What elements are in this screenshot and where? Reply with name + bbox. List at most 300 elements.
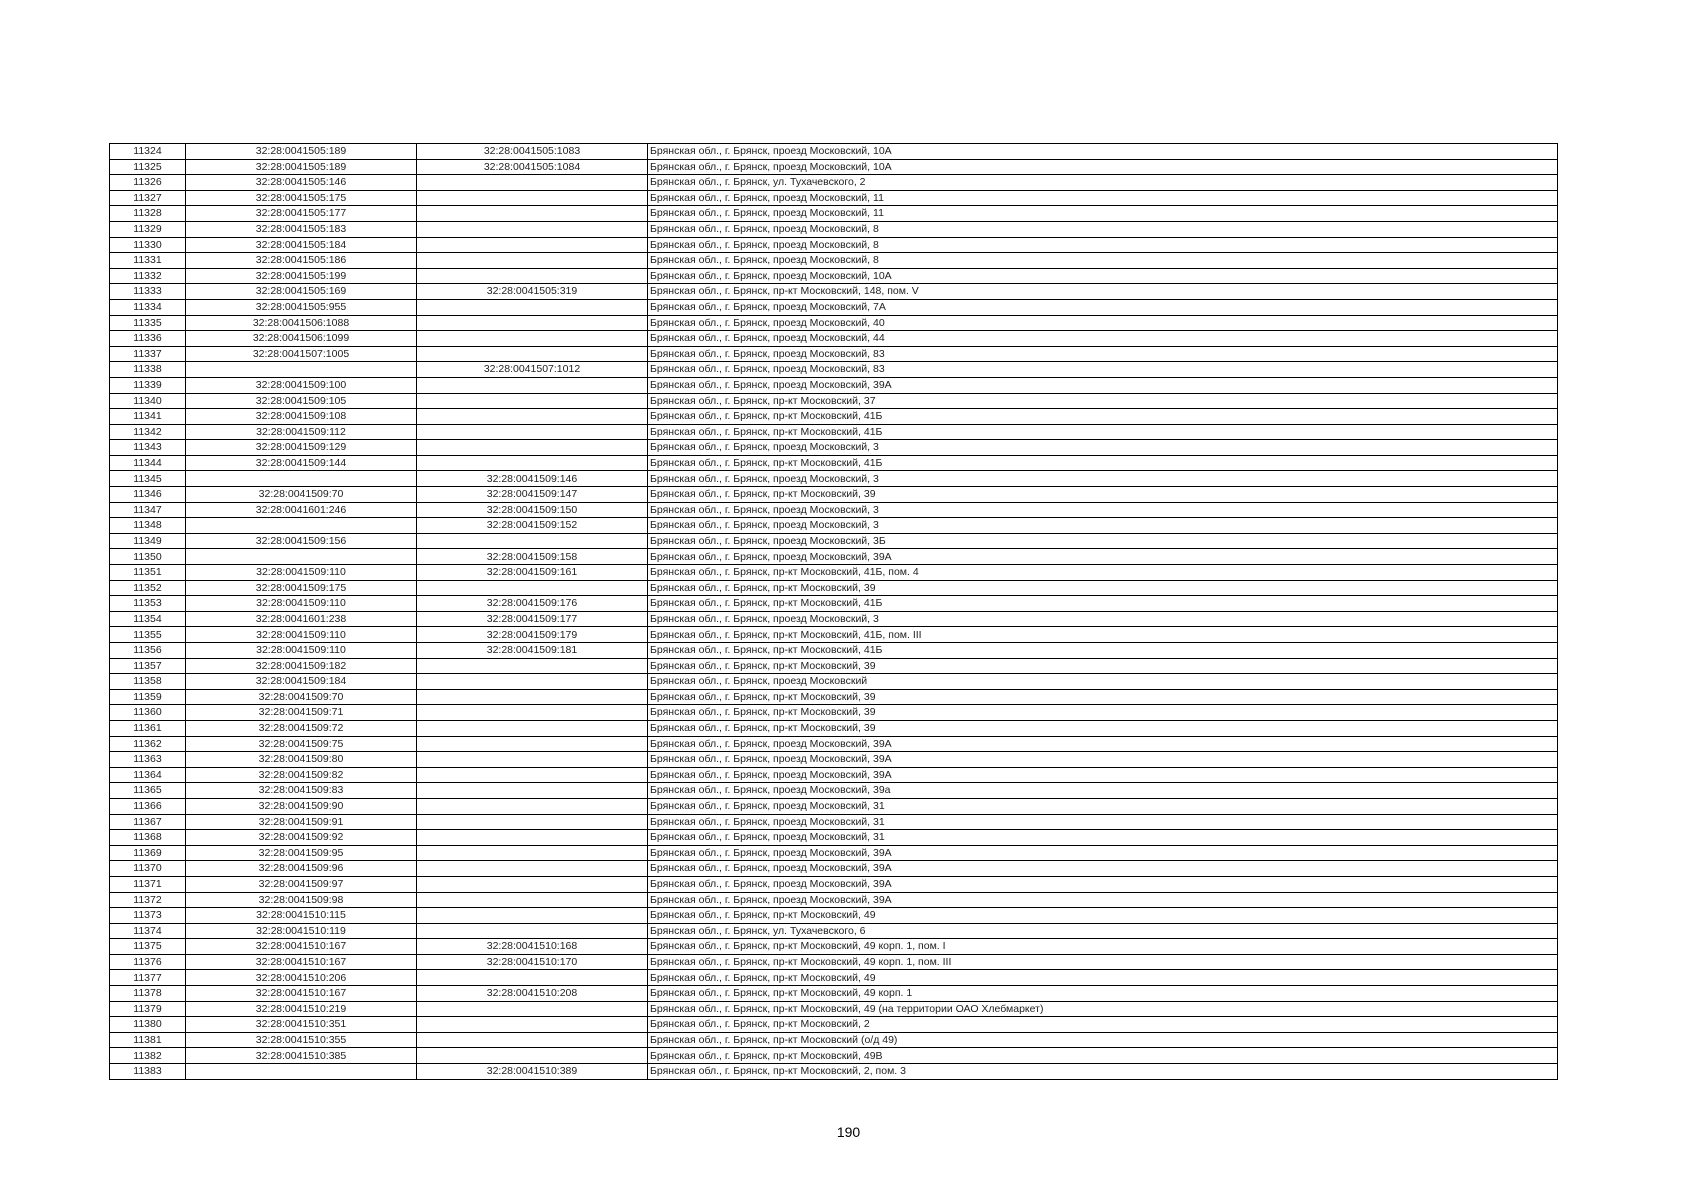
table-row [110,471,1558,487]
cadastral-number-cell: 32:28:0041509:71 [186,705,417,721]
address-cell: Брянская обл., г. Брянск, проезд Московский, 11 [648,206,1558,222]
table-row [110,720,1558,736]
table-row [110,159,1558,175]
row-number-cell: 11375 [110,939,186,955]
cadastral-number-cell [186,518,417,534]
related-cadastral-number-cell [417,175,648,191]
address-cell: Брянская обл., г. Брянск, пр-кт Московский, 39 [648,689,1558,705]
row-number-cell: 11343 [110,440,186,456]
cadastral-number-cell: 32:28:0041509:96 [186,861,417,877]
registry-table-body [110,144,1558,1080]
address-cell: Брянская обл., г. Брянск, проезд Московский, 40 [648,315,1558,331]
related-cadastral-number-cell [417,315,648,331]
row-number-cell: 11334 [110,299,186,315]
table-row [110,580,1558,596]
related-cadastral-number-cell [417,736,648,752]
table-row [110,986,1558,1002]
row-number-cell: 11351 [110,565,186,581]
row-number-cell: 11374 [110,923,186,939]
related-cadastral-number-cell: 32:28:0041509:150 [417,502,648,518]
related-cadastral-number-cell: 32:28:0041509:176 [417,596,648,612]
row-number-cell: 11349 [110,533,186,549]
address-cell: Брянская обл., г. Брянск, пр-кт Московский, 37 [648,393,1558,409]
row-number-cell: 11348 [110,518,186,534]
table-row [110,1048,1558,1064]
related-cadastral-number-cell [417,658,648,674]
address-cell: Брянская обл., г. Брянск, пр-кт Московский, 49 (на территории ОАО Хлебмаркет) [648,1001,1558,1017]
cadastral-number-cell: 32:28:0041509:184 [186,674,417,690]
address-cell: Брянская обл., г. Брянск, пр-кт Московский, 39 [648,580,1558,596]
address-cell: Брянская обл., г. Брянск, проезд Московский, 39А [648,377,1558,393]
row-number-cell: 11369 [110,845,186,861]
cadastral-number-cell: 32:28:0041510:351 [186,1017,417,1033]
related-cadastral-number-cell: 32:28:0041505:1083 [417,144,648,160]
row-number-cell: 11363 [110,752,186,768]
cadastral-number-cell: 32:28:0041509:110 [186,565,417,581]
cadastral-number-cell: 32:28:0041510:355 [186,1032,417,1048]
cadastral-number-cell: 32:28:0041509:92 [186,830,417,846]
row-number-cell: 11378 [110,986,186,1002]
cadastral-number-cell: 32:28:0041509:80 [186,752,417,768]
cadastral-number-cell: 32:28:0041510:167 [186,954,417,970]
cadastral-number-cell: 32:28:0041509:72 [186,720,417,736]
table-row [110,268,1558,284]
address-cell: Брянская обл., г. Брянск, проезд Московский, 39А [648,892,1558,908]
address-cell: Брянская обл., г. Брянск, пр-кт Московский, 49 корп. 1, пом. I [648,939,1558,955]
address-cell: Брянская обл., г. Брянск, проезд Московский, 83 [648,362,1558,378]
row-number-cell: 11359 [110,689,186,705]
row-number-cell: 11357 [110,658,186,674]
related-cadastral-number-cell: 32:28:0041509:177 [417,611,648,627]
address-cell: Брянская обл., г. Брянск, пр-кт Московский, 39 [648,487,1558,503]
table-row [110,705,1558,721]
address-cell: Брянская обл., г. Брянск, пр-кт Московский, 2 [648,1017,1558,1033]
address-cell: Брянская обл., г. Брянск, проезд Московский, 10А [648,159,1558,175]
address-cell: Брянская обл., г. Брянск, проезд Московский, 39А [648,845,1558,861]
row-number-cell: 11326 [110,175,186,191]
cadastral-number-cell: 32:28:0041505:955 [186,299,417,315]
row-number-cell: 11382 [110,1048,186,1064]
cadastral-number-cell: 32:28:0041509:75 [186,736,417,752]
related-cadastral-number-cell [417,830,648,846]
address-cell: Брянская обл., г. Брянск, пр-кт Московский, 49 [648,970,1558,986]
cadastral-number-cell [186,471,417,487]
row-number-cell: 11346 [110,487,186,503]
address-cell: Брянская обл., г. Брянск, проезд Московский, 31 [648,830,1558,846]
related-cadastral-number-cell [417,1032,648,1048]
address-cell: Брянская обл., г. Брянск, проезд Московский, 39а [648,783,1558,799]
table-row [110,253,1558,269]
table-row [110,533,1558,549]
address-cell: Брянская обл., г. Брянск, проезд Московский, 3Б [648,533,1558,549]
cadastral-number-cell: 32:28:0041510:167 [186,986,417,1002]
related-cadastral-number-cell [417,299,648,315]
address-cell: Брянская обл., г. Брянск, проезд Московский, 3 [648,611,1558,627]
address-cell: Брянская обл., г. Брянск, проезд Московский, 83 [648,346,1558,362]
related-cadastral-number-cell: 32:28:0041510:168 [417,939,648,955]
related-cadastral-number-cell: 32:28:0041509:181 [417,643,648,659]
address-cell: Брянская обл., г. Брянск, проезд Московский, 10А [648,144,1558,160]
address-cell: Брянская обл., г. Брянск, проезд Московский, 7А [648,299,1558,315]
address-cell: Брянская обл., г. Брянск, проезд Московский, 31 [648,814,1558,830]
address-cell: Брянская обл., г. Брянск, проезд Московский, 8 [648,237,1558,253]
table-row [110,440,1558,456]
table-row [110,393,1558,409]
related-cadastral-number-cell [417,752,648,768]
table-row [110,346,1558,362]
table-row [110,1001,1558,1017]
address-cell: Брянская обл., г. Брянск, пр-кт Московский, 39 [648,705,1558,721]
table-row [110,923,1558,939]
related-cadastral-number-cell [417,767,648,783]
address-cell: Брянская обл., г. Брянск, пр-кт Московский, 148, пом. V [648,284,1558,300]
row-number-cell: 11331 [110,253,186,269]
cadastral-number-cell: 32:28:0041505:146 [186,175,417,191]
cadastral-number-cell: 32:28:0041509:112 [186,424,417,440]
related-cadastral-number-cell: 32:28:0041510:170 [417,954,648,970]
row-number-cell: 11345 [110,471,186,487]
table-row [110,861,1558,877]
page-number: 190 [836,1124,861,1140]
related-cadastral-number-cell [417,814,648,830]
table-row [110,752,1558,768]
table-row [110,611,1558,627]
row-number-cell: 11368 [110,830,186,846]
related-cadastral-number-cell [417,970,648,986]
table-row [110,1064,1558,1080]
address-cell: Брянская обл., г. Брянск, проезд Московский, 39А [648,549,1558,565]
table-row [110,627,1558,643]
table-row [110,455,1558,471]
cadastral-number-cell: 32:28:0041505:199 [186,268,417,284]
related-cadastral-number-cell [417,876,648,892]
table-row [110,689,1558,705]
cadastral-number-cell: 32:28:0041509:108 [186,409,417,425]
table-row [110,1032,1558,1048]
cadastral-number-cell [186,549,417,565]
address-cell: Брянская обл., г. Брянск, пр-кт Московский, 41Б [648,596,1558,612]
cadastral-number-cell: 32:28:0041505:184 [186,237,417,253]
cadastral-number-cell: 32:28:0041509:110 [186,627,417,643]
related-cadastral-number-cell [417,393,648,409]
row-number-cell: 11330 [110,237,186,253]
row-number-cell: 11366 [110,798,186,814]
related-cadastral-number-cell [417,580,648,596]
row-number-cell: 11381 [110,1032,186,1048]
table-row [110,377,1558,393]
table-row [110,767,1558,783]
address-cell: Брянская обл., г. Брянск, пр-кт Московский, 41Б [648,643,1558,659]
row-number-cell: 11338 [110,362,186,378]
table-row [110,549,1558,565]
related-cadastral-number-cell: 32:28:0041510:208 [417,986,648,1002]
related-cadastral-number-cell [417,705,648,721]
cadastral-number-cell: 32:28:0041601:246 [186,502,417,518]
related-cadastral-number-cell: 32:28:0041507:1012 [417,362,648,378]
related-cadastral-number-cell [417,190,648,206]
cadastral-number-cell: 32:28:0041509:95 [186,845,417,861]
related-cadastral-number-cell: 32:28:0041509:146 [417,471,648,487]
table-row [110,1017,1558,1033]
address-cell: Брянская обл., г. Брянск, пр-кт Московский, 41Б, пом. III [648,627,1558,643]
address-cell: Брянская обл., г. Брянск, проезд Московский, 3 [648,502,1558,518]
address-cell: Брянская обл., г. Брянск, проезд Московский, 3 [648,518,1558,534]
address-cell: Брянская обл., г. Брянск, ул. Тухачевского, 6 [648,923,1558,939]
row-number-cell: 11333 [110,284,186,300]
related-cadastral-number-cell [417,908,648,924]
cadastral-number-cell: 32:28:0041505:169 [186,284,417,300]
related-cadastral-number-cell [417,798,648,814]
row-number-cell: 11376 [110,954,186,970]
cadastral-number-cell: 32:28:0041505:175 [186,190,417,206]
row-number-cell: 11364 [110,767,186,783]
related-cadastral-number-cell: 32:28:0041509:147 [417,487,648,503]
cadastral-number-cell: 32:28:0041509:70 [186,689,417,705]
row-number-cell: 11344 [110,455,186,471]
cadastral-number-cell: 32:28:0041510:119 [186,923,417,939]
cadastral-number-cell: 32:28:0041510:219 [186,1001,417,1017]
row-number-cell: 11352 [110,580,186,596]
table-row [110,237,1558,253]
table-row [110,643,1558,659]
table-row [110,409,1558,425]
related-cadastral-number-cell [417,268,648,284]
table-row [110,736,1558,752]
table-row [110,315,1558,331]
cadastral-number-cell: 32:28:0041509:90 [186,798,417,814]
cadastral-number-cell: 32:28:0041505:183 [186,221,417,237]
address-cell: Брянская обл., г. Брянск, пр-кт Московский (о/д 49) [648,1032,1558,1048]
table-row [110,175,1558,191]
address-cell: Брянская обл., г. Брянск, проезд Московский, 39А [648,861,1558,877]
address-cell: Брянская обл., г. Брянск, пр-кт Московский, 49 [648,908,1558,924]
row-number-cell: 11367 [110,814,186,830]
address-cell: Брянская обл., г. Брянск, проезд Московский, 39А [648,736,1558,752]
cadastral-number-cell: 32:28:0041509:156 [186,533,417,549]
row-number-cell: 11332 [110,268,186,284]
row-number-cell: 11336 [110,331,186,347]
cadastral-number-cell: 32:28:0041506:1099 [186,331,417,347]
related-cadastral-number-cell: 32:28:0041505:319 [417,284,648,300]
cadastral-number-cell: 32:28:0041510:167 [186,939,417,955]
related-cadastral-number-cell [417,253,648,269]
related-cadastral-number-cell: 32:28:0041509:152 [417,518,648,534]
address-cell: Брянская обл., г. Брянск, пр-кт Московский, 41Б [648,424,1558,440]
cadastral-number-cell: 32:28:0041509:182 [186,658,417,674]
address-cell: Брянская обл., г. Брянск, проезд Московский, 39А [648,767,1558,783]
related-cadastral-number-cell [417,440,648,456]
table-row [110,845,1558,861]
row-number-cell: 11372 [110,892,186,908]
related-cadastral-number-cell [417,424,648,440]
address-cell: Брянская обл., г. Брянск, проезд Московский, 44 [648,331,1558,347]
address-cell: Брянская обл., г. Брянск, проезд Московский [648,674,1558,690]
row-number-cell: 11324 [110,144,186,160]
related-cadastral-number-cell [417,409,648,425]
table-row [110,970,1558,986]
cadastral-number-cell: 32:28:0041509:98 [186,892,417,908]
table-row [110,518,1558,534]
address-cell: Брянская обл., г. Брянск, проезд Московский, 8 [648,253,1558,269]
row-number-cell: 11325 [110,159,186,175]
table-row [110,284,1558,300]
cadastral-number-cell: 32:28:0041510:115 [186,908,417,924]
row-number-cell: 11347 [110,502,186,518]
address-cell: Брянская обл., г. Брянск, пр-кт Московский, 41Б, пом. 4 [648,565,1558,581]
related-cadastral-number-cell [417,923,648,939]
row-number-cell: 11341 [110,409,186,425]
related-cadastral-number-cell [417,783,648,799]
cadastral-number-cell: 32:28:0041509:129 [186,440,417,456]
row-number-cell: 11335 [110,315,186,331]
address-cell: Брянская обл., г. Брянск, пр-кт Московский, 49В [648,1048,1558,1064]
address-cell: Брянская обл., г. Брянск, пр-кт Московский, 39 [648,720,1558,736]
table-row [110,206,1558,222]
address-cell: Брянская обл., г. Брянск, проезд Московский, 10А [648,268,1558,284]
table-row [110,674,1558,690]
related-cadastral-number-cell: 32:28:0041505:1084 [417,159,648,175]
related-cadastral-number-cell [417,237,648,253]
related-cadastral-number-cell [417,1048,648,1064]
row-number-cell: 11360 [110,705,186,721]
table-row [110,954,1558,970]
table-row [110,892,1558,908]
related-cadastral-number-cell [417,377,648,393]
row-number-cell: 11361 [110,720,186,736]
table-row [110,502,1558,518]
row-number-cell: 11354 [110,611,186,627]
address-cell: Брянская обл., г. Брянск, пр-кт Московский, 39 [648,658,1558,674]
cadastral-number-cell: 32:28:0041509:82 [186,767,417,783]
cadastral-number-cell: 32:28:0041509:110 [186,596,417,612]
address-cell: Брянская обл., г. Брянск, пр-кт Московский, 41Б [648,409,1558,425]
table-row [110,783,1558,799]
row-number-cell: 11340 [110,393,186,409]
cadastral-number-cell: 32:28:0041509:83 [186,783,417,799]
cadastral-number-cell: 32:28:0041505:189 [186,159,417,175]
row-number-cell: 11356 [110,643,186,659]
cadastral-number-cell: 32:28:0041509:97 [186,876,417,892]
address-cell: Брянская обл., г. Брянск, проезд Московский, 39А [648,752,1558,768]
cadastral-number-cell: 32:28:0041510:385 [186,1048,417,1064]
address-cell: Брянская обл., г. Брянск, проезд Московский, 3 [648,471,1558,487]
table-row [110,658,1558,674]
row-number-cell: 11370 [110,861,186,877]
row-number-cell: 11339 [110,377,186,393]
table-row [110,798,1558,814]
address-cell: Брянская обл., г. Брянск, проезд Московский, 39А [648,876,1558,892]
related-cadastral-number-cell [417,689,648,705]
table-row [110,221,1558,237]
table-row [110,424,1558,440]
related-cadastral-number-cell [417,533,648,549]
related-cadastral-number-cell [417,892,648,908]
row-number-cell: 11379 [110,1001,186,1017]
row-number-cell: 11355 [110,627,186,643]
row-number-cell: 11371 [110,876,186,892]
cadastral-number-cell: 32:28:0041509:144 [186,455,417,471]
related-cadastral-number-cell [417,206,648,222]
related-cadastral-number-cell [417,861,648,877]
cadastral-number-cell: 32:28:0041509:91 [186,814,417,830]
related-cadastral-number-cell: 32:28:0041509:179 [417,627,648,643]
cadastral-number-cell: 32:28:0041505:177 [186,206,417,222]
table-row [110,190,1558,206]
table-row [110,362,1558,378]
row-number-cell: 11329 [110,221,186,237]
address-cell: Брянская обл., г. Брянск, пр-кт Московский, 49 корп. 1, пом. III [648,954,1558,970]
related-cadastral-number-cell [417,455,648,471]
related-cadastral-number-cell: 32:28:0041509:158 [417,549,648,565]
related-cadastral-number-cell [417,720,648,736]
address-cell: Брянская обл., г. Брянск, проезд Московский, 31 [648,798,1558,814]
cadastral-number-cell: 32:28:0041509:100 [186,377,417,393]
row-number-cell: 11328 [110,206,186,222]
table-row [110,830,1558,846]
row-number-cell: 11342 [110,424,186,440]
table-row [110,939,1558,955]
cadastral-number-cell [186,362,417,378]
cadastral-number-cell: 32:28:0041506:1088 [186,315,417,331]
row-number-cell: 11353 [110,596,186,612]
address-cell: Брянская обл., г. Брянск, проезд Московский, 3 [648,440,1558,456]
table-row [110,814,1558,830]
related-cadastral-number-cell [417,221,648,237]
cadastral-number-cell: 32:28:0041509:105 [186,393,417,409]
related-cadastral-number-cell: 32:28:0041510:389 [417,1064,648,1080]
row-number-cell: 11383 [110,1064,186,1080]
address-cell: Брянская обл., г. Брянск, проезд Московский, 8 [648,221,1558,237]
table-row [110,908,1558,924]
cadastral-number-cell: 32:28:0041509:110 [186,643,417,659]
cadastral-number-cell: 32:28:0041601:238 [186,611,417,627]
cadastral-number-cell: 32:28:0041505:186 [186,253,417,269]
cadastral-number-cell: 32:28:0041510:206 [186,970,417,986]
row-number-cell: 11373 [110,908,186,924]
table-row [110,144,1558,160]
cadastral-number-cell [186,1064,417,1080]
row-number-cell: 11362 [110,736,186,752]
address-cell: Брянская обл., г. Брянск, пр-кт Московский, 49 корп. 1 [648,986,1558,1002]
table-row [110,876,1558,892]
address-cell: Брянская обл., г. Брянск, ул. Тухачевского, 2 [648,175,1558,191]
related-cadastral-number-cell [417,845,648,861]
row-number-cell: 11377 [110,970,186,986]
address-cell: Брянская обл., г. Брянск, пр-кт Московский, 2, пом. 3 [648,1064,1558,1080]
related-cadastral-number-cell [417,1001,648,1017]
address-cell: Брянская обл., г. Брянск, пр-кт Московский, 41Б [648,455,1558,471]
registry-table [109,143,1558,1080]
table-row [110,565,1558,581]
table-row [110,299,1558,315]
table-row [110,487,1558,503]
related-cadastral-number-cell [417,331,648,347]
related-cadastral-number-cell [417,674,648,690]
related-cadastral-number-cell [417,1017,648,1033]
cadastral-number-cell: 32:28:0041507:1005 [186,346,417,362]
row-number-cell: 11365 [110,783,186,799]
related-cadastral-number-cell: 32:28:0041509:161 [417,565,648,581]
related-cadastral-number-cell [417,346,648,362]
row-number-cell: 11350 [110,549,186,565]
row-number-cell: 11380 [110,1017,186,1033]
row-number-cell: 11327 [110,190,186,206]
table-row [110,331,1558,347]
table-row [110,596,1558,612]
cadastral-number-cell: 32:28:0041509:175 [186,580,417,596]
row-number-cell: 11337 [110,346,186,362]
row-number-cell: 11358 [110,674,186,690]
